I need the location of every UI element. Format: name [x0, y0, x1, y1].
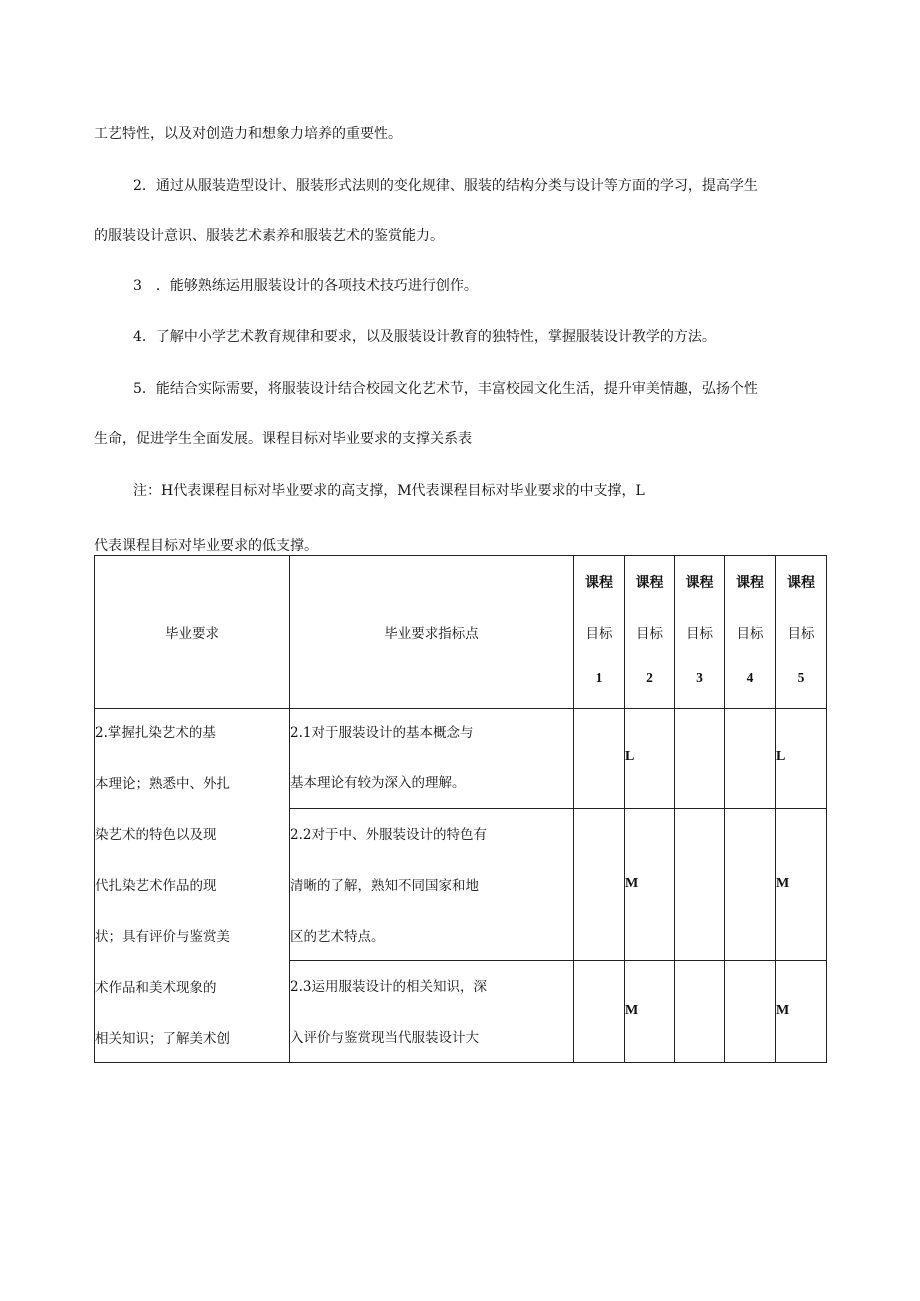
indicator-line: 基本理论有较为深入的理解。	[290, 775, 466, 791]
support-relation-table	[94, 555, 827, 1063]
goal-label-line1: 课程	[787, 574, 815, 590]
requirement-line: 术作品和美术现象的	[95, 980, 217, 996]
goal-label-line1: 课程	[635, 574, 664, 590]
goal-4-cell	[725, 961, 776, 1063]
note-line-1: 注：H代表课程目标对毕业要求的高支撑，M代表课程目标对毕业要求的中支撑，L	[133, 483, 645, 499]
paragraph-line-3: 的服装设计意识、服装艺术素养和服装艺术的鉴赏能力。	[94, 228, 444, 244]
goal-3-cell	[675, 809, 725, 961]
paragraph-line-7: 生命，促进学生全面发展。课程目标对毕业要求的支撑关系表	[94, 431, 472, 447]
goal-label-line1: 课程	[736, 574, 764, 590]
requirement-line: 染艺术的特色以及现	[95, 827, 217, 843]
goal-3-cell	[675, 709, 725, 809]
header-course-goal-4	[725, 556, 776, 709]
goal-number: 3	[696, 670, 703, 685]
goal-label-line1: 课程	[685, 574, 714, 590]
paragraph-line-6: 5．能结合实际需要，将服装设计结合校园文化艺术节，丰富校园文化生活，提升审美情趣，弘扬个性	[133, 381, 758, 397]
goal-5-cell: M	[776, 961, 827, 1063]
goal-label-line2: 目标	[787, 626, 815, 642]
indicator-line: 清晰的了解，熟知不同国家和地	[290, 878, 479, 894]
paragraph-line-4: 3 ．能够熟练运用服装设计的各项技术技巧进行创作。	[133, 278, 478, 294]
goal-5-cell: M	[776, 809, 827, 961]
requirement-line: 相关知识；了解美术创	[95, 1031, 230, 1047]
goal-number: 1	[595, 670, 603, 685]
header-graduation-requirement: 毕业要求	[95, 556, 290, 709]
goal-number: 2	[646, 670, 653, 685]
goal-4-cell	[725, 809, 776, 961]
table-row	[95, 709, 827, 809]
header-course-goal-2	[625, 556, 675, 709]
paragraph-line-2: 2．通过从服装造型设计、服装形式法则的变化规律、服装的结构分类与设计等方面的学习，提高学生	[133, 178, 758, 194]
paragraph-line-5: 4．了解中小学艺术教育规律和要求，以及服装设计教育的独特性，掌握服装设计教学的方法。	[133, 329, 716, 345]
goal-1-cell	[574, 809, 625, 961]
indicator-line: 区的艺术特点。	[290, 929, 385, 945]
indicator-cell	[290, 709, 574, 809]
goal-label-line2: 目标	[585, 626, 613, 642]
indicator-line: 2.1对于服装设计的基本概念与	[290, 725, 474, 741]
requirement-line: 2.掌握扎染艺术的基	[95, 725, 216, 741]
graduation-requirement-cell	[95, 709, 290, 1063]
indicator-cell	[290, 809, 574, 961]
paragraph-line-1: 工艺特性，以及对创造力和想象力培养的重要性。	[94, 126, 402, 142]
goal-2-cell: M	[625, 961, 675, 1063]
table-header-row	[95, 556, 827, 709]
header-course-goal-1	[574, 556, 625, 709]
goal-label-line1: 课程	[585, 574, 613, 590]
requirement-line: 代扎染艺术作品的现	[95, 878, 217, 894]
note-line-2: 代表课程目标对毕业要求的低支撑。	[94, 538, 318, 554]
requirement-line: 本理论；熟悉中、外扎	[95, 776, 230, 792]
goal-4-cell	[725, 709, 776, 809]
goal-2-cell: L	[625, 709, 675, 809]
goal-label-line2: 目标	[686, 626, 713, 642]
goal-3-cell	[675, 961, 725, 1063]
goal-1-cell	[574, 961, 625, 1063]
goal-2-cell: M	[625, 809, 675, 961]
goal-1-cell	[574, 709, 625, 809]
requirement-line: 状；具有评价与鉴赏美	[95, 929, 230, 945]
indicator-line: 入评价与鉴赏现当代服装设计大	[290, 1030, 479, 1046]
goal-label-line2: 目标	[636, 626, 663, 642]
indicator-line: 2.2对于中、外服装设计的特色有	[290, 827, 487, 843]
goal-number: 4	[746, 670, 754, 685]
goal-number: 5	[797, 670, 805, 685]
indicator-line: 2.3运用服装设计的相关知识，深	[290, 979, 487, 995]
header-course-goal-5	[776, 556, 827, 709]
goal-5-cell: L	[776, 709, 827, 809]
goal-label-line2: 目标	[736, 626, 764, 642]
header-course-goal-3	[675, 556, 725, 709]
indicator-cell	[290, 961, 574, 1063]
header-indicator-point: 毕业要求指标点	[290, 556, 574, 709]
